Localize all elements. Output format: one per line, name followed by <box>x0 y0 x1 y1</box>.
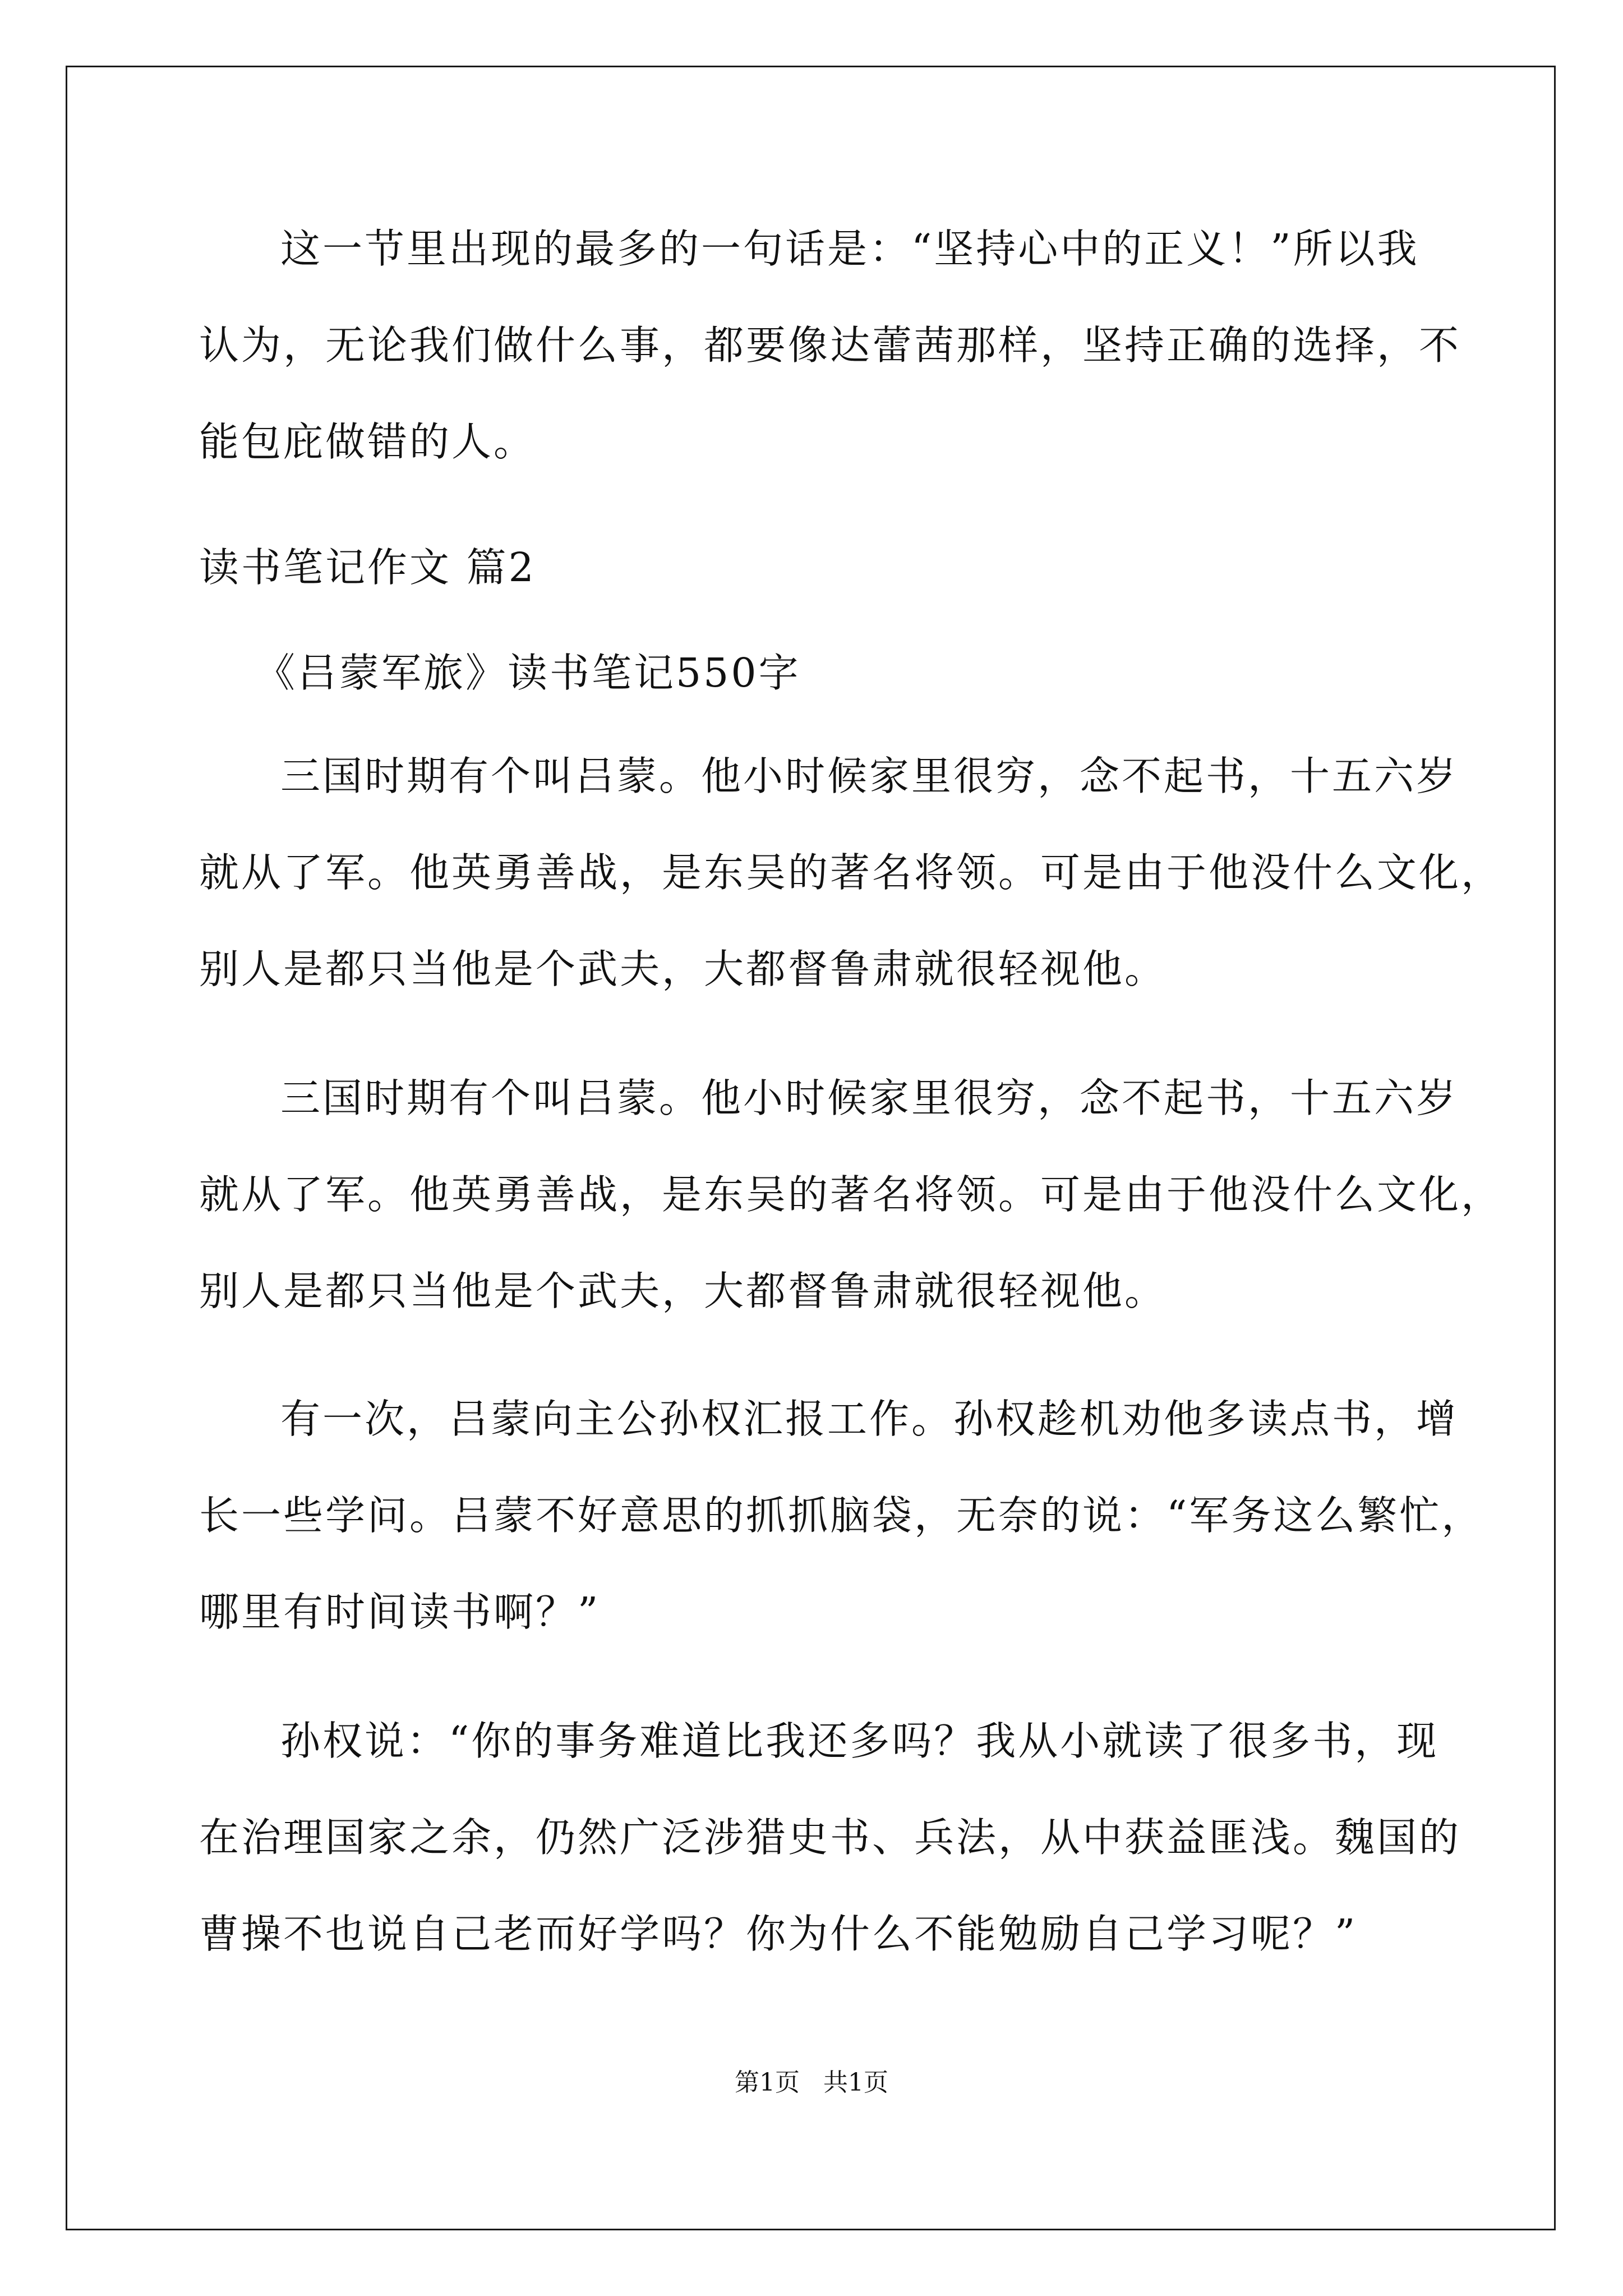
paragraph-line: 有一次，吕蒙向主公孙权汇报工作。孙权趁机劝他多读点书，增 <box>280 1396 1459 1442</box>
paragraph-line: 长一些学问。吕蒙不好意思的抓抓脑袋，无奈的说：“军务这么繁忙， <box>199 1492 1484 1539</box>
paragraph-line: 三国时期有个叫吕蒙。他小时候家里很穷，念不起书，十五六岁 <box>280 1075 1459 1121</box>
page-number-footer: 第1页 共1页 <box>735 2068 888 2097</box>
paragraph-line: 哪里有时间读书啊？” <box>199 1589 601 1635</box>
paragraph-line: 曹操不也说自己老而好学吗？你为什么不能勉励自己学习呢？” <box>199 1911 1358 1957</box>
paragraph-line: 孙权说：“你的事务难道比我还多吗？我从小就读了很多书，现 <box>280 1718 1439 1764</box>
page-border <box>66 66 1556 2230</box>
paragraph-line: 三国时期有个叫吕蒙。他小时候家里很穷，念不起书，十五六岁 <box>280 753 1459 799</box>
paragraph-line: 在治理国家之余，仍然广泛涉猎史书、兵法，从中获益匪浅。魏国的 <box>199 1814 1461 1861</box>
paragraph-line: 就从了军。他英勇善战，是东吴的著名将领。可是由于他没什么文化， <box>199 1171 1504 1218</box>
paragraph-line: 就从了军。他英勇善战，是东吴的著名将领。可是由于他没什么文化， <box>199 849 1504 896</box>
paragraph-line: 这一节里出现的最多的一句话是：“坚持心中的正义！”所以我 <box>280 226 1419 272</box>
paragraph-line: 别人是都只当他是个武夫，大都督鲁肃就很轻视他。 <box>199 1268 1167 1314</box>
section-heading: 读书笔记作文 篇2 <box>199 544 536 591</box>
paragraph-line: 别人是都只当他是个武夫，大都督鲁肃就很轻视他。 <box>199 946 1167 992</box>
paragraph-line: 认为，无论我们做什么事，都要像达蕾茜那样，坚持正确的选择，不 <box>199 322 1461 369</box>
article-title: 《吕蒙军旅》读书笔记550字 <box>255 650 801 696</box>
paragraph-line: 能包庇做错的人。 <box>199 418 536 465</box>
